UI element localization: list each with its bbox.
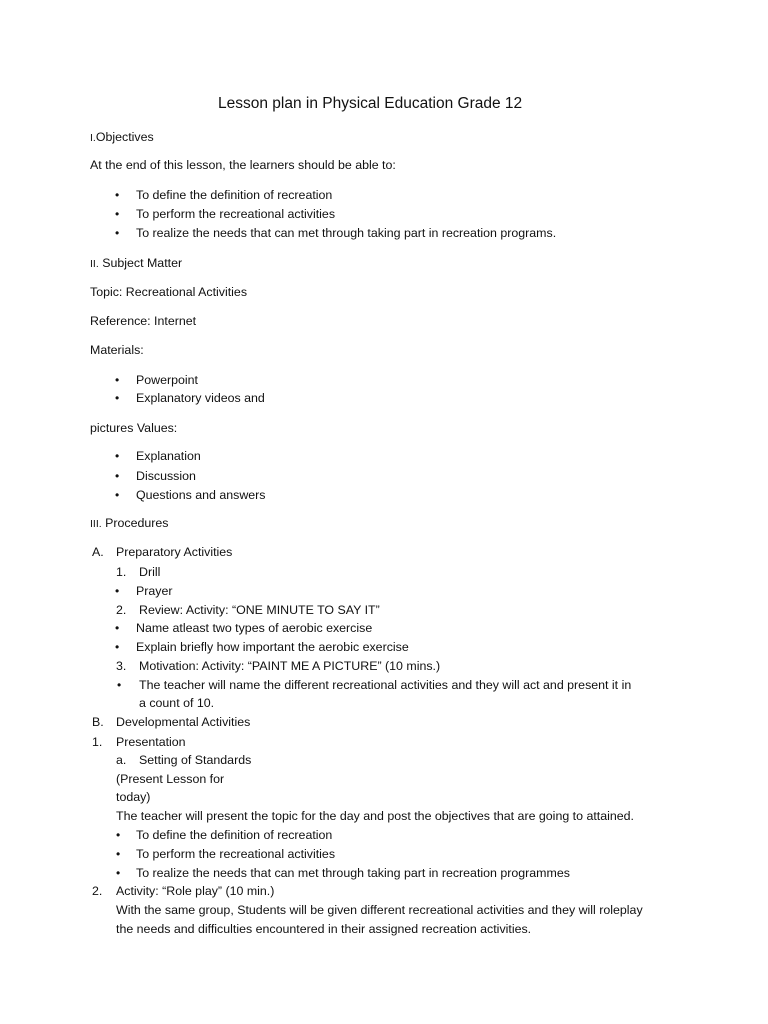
activity-text: With the same group, Students will be given different recreational activities and they will roleplay (116, 903, 643, 917)
setting-label: Setting of Standards (139, 753, 252, 767)
present-lesson-line: today) (116, 790, 151, 804)
bullet-marker: • (117, 678, 122, 692)
bullet-marker: • (115, 188, 120, 202)
material-item: Explanatory videos and (136, 391, 265, 405)
motivation-label: Motivation: Activity: “PAINT ME A PICTURE” (10 mins.) (139, 659, 441, 673)
motivation-item-continued: a count of 10. (139, 696, 215, 710)
bullet-marker: • (115, 373, 120, 387)
review-label: Review: Activity: “ONE MINUTE TO SAY IT” (139, 603, 380, 617)
reference-line: Reference: Internet (90, 314, 197, 328)
presentation-item: To define the definition of recreation (136, 828, 333, 842)
presentation-item: To perform the recreational activities (136, 847, 336, 861)
objective-item: To realize the needs that can met through taking part in recreation programs. (136, 226, 557, 240)
section-b-marker: B. (92, 715, 104, 729)
review-item: Name atleast two types of aerobic exercise (136, 621, 373, 635)
section-a-title: Preparatory Activities (116, 545, 233, 559)
bullet-marker: • (115, 469, 120, 483)
bullet-marker: • (115, 226, 120, 240)
bullet-marker: • (116, 828, 121, 842)
bullet-marker: • (115, 621, 120, 635)
procedures-heading (90, 515, 169, 532)
section-a-marker: A. (92, 545, 104, 559)
page-title: Lesson plan in Physical Education Grade 12 (218, 95, 523, 112)
objective-item: To perform the recreational activities (136, 207, 336, 221)
teacher-line: The teacher will present the topic for the day and post the objectives that are going to attained. (116, 809, 634, 823)
bullet-marker: • (115, 584, 120, 598)
bullet-marker: • (115, 640, 120, 654)
activity-label: Activity: “Role play” (10 min.) (116, 884, 275, 898)
bullet-marker: • (116, 866, 121, 880)
activity-text: the needs and difficulties encountered in their assigned recreation activities. (116, 922, 532, 936)
motivation-item: The teacher will name the different recreational activities and they will act and present it in (139, 678, 632, 692)
values-label: pictures Values: (90, 421, 178, 435)
activity-number: 2. (92, 884, 103, 898)
bullet-marker: • (115, 207, 120, 221)
subject-heading-text: Subject Matter (102, 256, 183, 270)
present-lesson-line: (Present Lesson for (116, 772, 225, 786)
review-number: 2. (116, 603, 127, 617)
motivation-number: 3. (116, 659, 127, 673)
section-b-title: Developmental Activities (116, 715, 251, 729)
bullet-marker: • (115, 488, 120, 502)
value-item: Questions and answers (136, 488, 266, 502)
procedures-heading-text: Procedures (105, 516, 169, 530)
presentation-label: Presentation (116, 735, 186, 749)
presentation-item: To realize the needs that can met through taking part in recreation programmes (136, 866, 570, 880)
topic-line: Topic: Recreational Activities (90, 285, 248, 299)
procedures-numeral: III. (90, 518, 102, 530)
objectives-heading (90, 129, 154, 146)
material-item: Powerpoint (136, 373, 198, 387)
value-item: Discussion (136, 469, 196, 483)
objectives-numeral: I. (90, 132, 96, 144)
setting-marker: a. (116, 753, 127, 767)
materials-label: Materials: (90, 343, 144, 357)
drill-number: 1. (116, 565, 127, 579)
value-item: Explanation (136, 449, 201, 463)
bullet-marker: • (115, 391, 120, 405)
subject-heading (90, 255, 182, 272)
objective-item: To define the definition of recreation (136, 188, 333, 202)
drill-label: Drill (139, 565, 161, 579)
presentation-number: 1. (92, 735, 103, 749)
bullet-marker: • (116, 847, 121, 861)
review-item: Explain briefly how important the aerobic exercise (136, 640, 409, 654)
objectives-intro: At the end of this lesson, the learners should be able to: (90, 158, 396, 172)
objectives-heading-text: Objectives (95, 130, 154, 144)
prayer-item: Prayer (136, 584, 173, 598)
subject-numeral: II. (90, 258, 99, 270)
bullet-marker: • (115, 449, 120, 463)
